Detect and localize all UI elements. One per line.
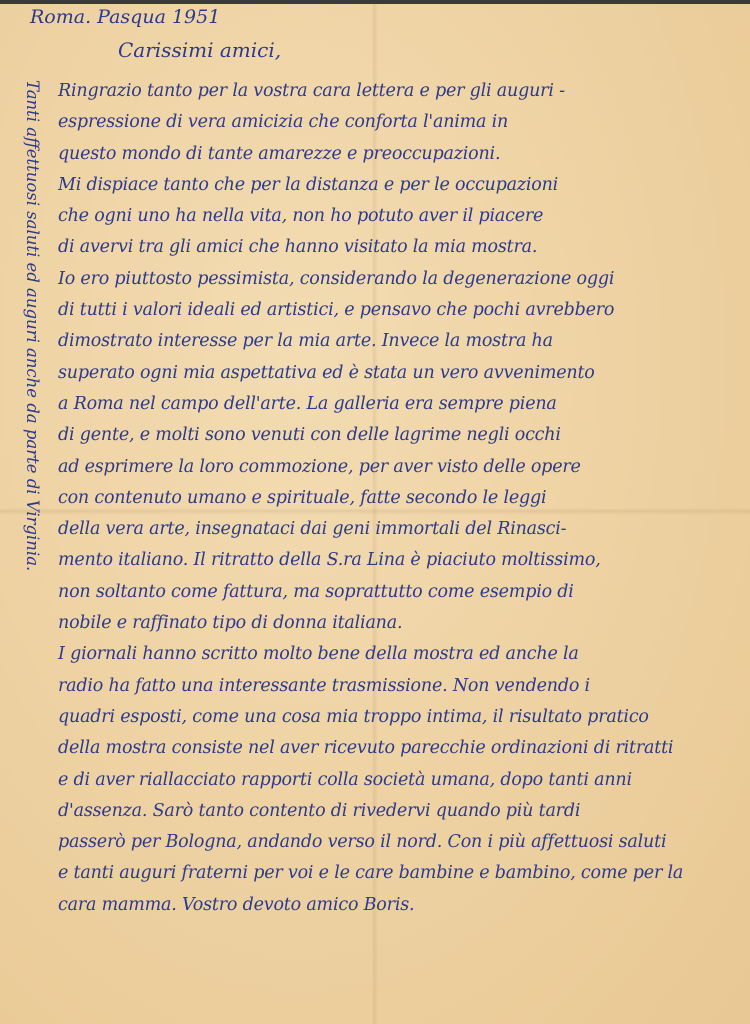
letter-line: e tanti auguri fraterni per voi e le care bambine e bambino, come per la	[58, 863, 684, 884]
letter-line: e di aver riallacciato rapporti colla società umana, dopo tanti anni	[58, 769, 632, 790]
letter-line: mento italiano. Il ritratto della S.ra Lina è piaciuto moltissimo,	[58, 550, 601, 571]
letter-line: di avervi tra gli amici che hanno visitato la mia mostra.	[58, 237, 538, 258]
letter-line: a Roma nel campo dell'arte. La galleria era sempre piena	[58, 393, 557, 414]
letter-line: di tutti i valori ideali ed artistici, e pensavo che pochi avrebbero	[58, 300, 615, 321]
letter-line: ad esprimere la loro commozione, per aver visto delle opere	[58, 456, 581, 477]
letter-line: Io ero piuttosto pessimista, considerando la degenerazione oggi	[58, 268, 615, 289]
letter-line: della vera arte, insegnataci dai geni immortali del Rinasci-	[58, 519, 567, 540]
letter-line: radio ha fatto una interessante trasmissione. Non vendendo i	[58, 675, 590, 696]
letter-line: Ringrazio tanto per la vostra cara lettera e per gli auguri -	[58, 81, 565, 101]
letter-line: I giornali hanno scritto molto bene della mostra ed anche la	[58, 644, 579, 665]
letter-line: della mostra consiste nel aver ricevuto parecchie ordinazioni di ritratti	[58, 738, 674, 759]
letter-line: d'assenza. Sarò tanto contento di rivedervi quando più tardi	[58, 800, 581, 821]
letter-line: passerò per Bologna, andando verso il nord. Con i più affettuosi saluti	[58, 832, 667, 853]
letter-salutation: Carissimi amici,	[118, 38, 282, 62]
letter-line: Mi dispiace tanto che per la distanza e per le occupazioni	[58, 174, 559, 195]
letter-header: Roma. Pasqua 1951	[30, 6, 221, 28]
letter-line: con contenuto umano e spirituale, fatte secondo le leggi	[58, 487, 547, 508]
scan-top-edge	[0, 0, 750, 4]
letter-body	[58, 76, 748, 921]
letter-line: che ogni uno ha nella vita, non ho potuto aver il piacere	[58, 206, 544, 227]
letter-line: non soltanto come fattura, ma soprattutto come esempio di	[58, 581, 574, 602]
letter-line: nobile e raffinato tipo di donna italiana.	[58, 613, 403, 634]
letter-line: dimostrato interesse per la mia arte. Invece la mostra ha	[58, 331, 553, 352]
letter-line: di gente, e molti sono venuti con delle lagrime negli occhi	[58, 425, 561, 446]
letter-line: cara mamma. Vostro devoto amico Boris.	[58, 894, 415, 915]
letter-line: superato ogni mia aspettativa ed è stata un vero avvenimento	[58, 362, 595, 383]
letter-line: espressione di vera amicizia che conforta l'anima in	[58, 112, 509, 133]
margin-note: Tanti affettuosi saluti ed auguri anche da parte di Virginia.	[22, 80, 42, 572]
letter-line: quadri esposti, come una cosa mia troppo intima, il risultato pratico	[58, 706, 649, 727]
letter-line: questo mondo di tante amarezze e preoccupazioni.	[58, 143, 501, 164]
